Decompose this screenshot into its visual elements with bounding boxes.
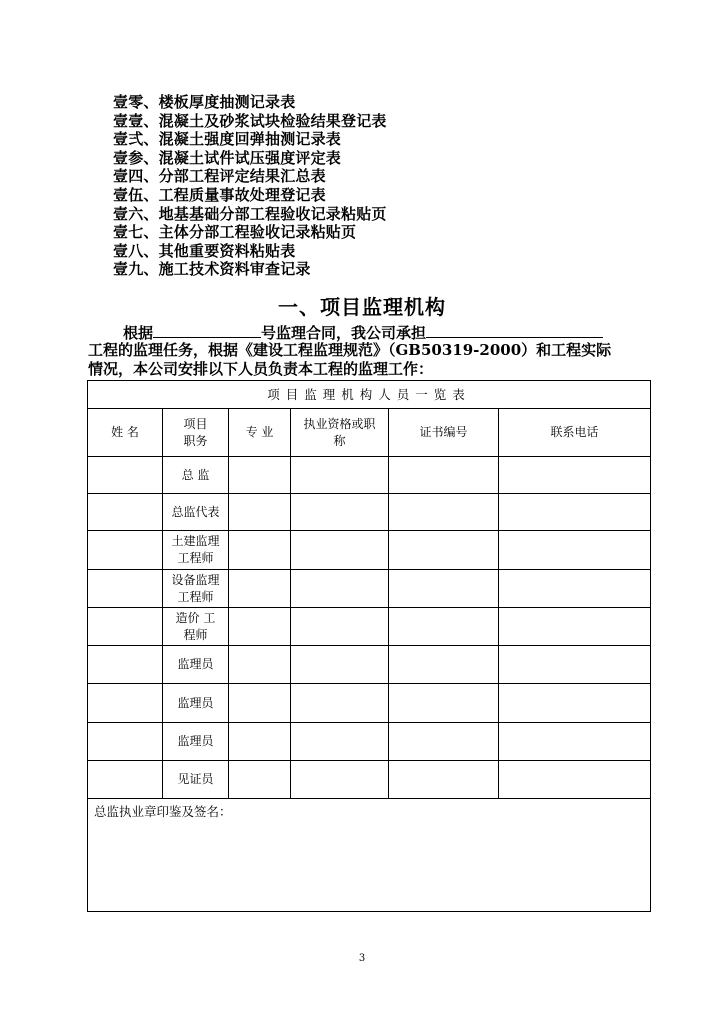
table-caption: 项目监理机构人员一览表 [88, 381, 651, 409]
major-cell[interactable] [229, 608, 291, 646]
phone-cell[interactable] [499, 531, 651, 570]
toc-item: 壹弍、混凝土强度回弹抽测记录表 [113, 130, 342, 149]
qualification-cell[interactable] [291, 761, 389, 799]
certificate-cell[interactable] [389, 608, 499, 646]
phone-cell[interactable] [499, 684, 651, 723]
major-cell[interactable] [229, 570, 291, 608]
name-cell[interactable] [88, 457, 163, 494]
table-row [88, 684, 651, 723]
intro-text-2: 号监理合同，我公司承担 [261, 324, 427, 342]
intro-paragraph [88, 322, 654, 379]
header-qualification [291, 409, 389, 457]
certificate-cell[interactable] [389, 570, 499, 608]
position-cell [163, 761, 229, 799]
qualification-cell[interactable] [291, 646, 389, 684]
certificate-cell[interactable] [389, 761, 499, 799]
position-label: 总 监 [181, 467, 210, 482]
header-position-line2: 职务 [183, 433, 208, 448]
position-label: 见证员 [177, 772, 214, 786]
position-cell [163, 457, 229, 494]
qualification-cell[interactable] [291, 570, 389, 608]
toc-item: 壹八、其他重要资料粘贴表 [113, 241, 296, 260]
name-cell[interactable] [88, 570, 163, 608]
position-label: 程师 [183, 627, 208, 642]
position-label: 监理员 [177, 657, 214, 671]
qualification-cell[interactable] [291, 608, 389, 646]
header-phone: 联系电话 [499, 409, 651, 457]
table-row [88, 646, 651, 684]
table-row [88, 570, 651, 608]
position-label: 设备监理 [171, 572, 220, 587]
certificate-cell[interactable] [389, 531, 499, 570]
qualification-cell[interactable] [291, 723, 389, 761]
qualification-cell[interactable] [291, 457, 389, 494]
position-label: 工程师 [177, 551, 214, 565]
contract-number-blank[interactable] [153, 322, 261, 338]
certificate-cell[interactable] [389, 494, 499, 531]
major-cell[interactable] [229, 494, 291, 531]
toc-item: 壹七、主体分部工程验收记录粘贴页 [113, 223, 357, 242]
header-name: 姓 名 [88, 409, 163, 457]
position-cell [163, 570, 229, 608]
toc-item: 壹伍、工程质量事故处理登记表 [113, 185, 326, 204]
phone-cell[interactable] [499, 457, 651, 494]
toc-item: 壹参、混凝土试件试压强度评定表 [113, 148, 342, 167]
table-header-row [88, 409, 651, 457]
major-cell[interactable] [229, 531, 291, 570]
position-label: 工程师 [177, 589, 214, 604]
phone-cell[interactable] [499, 494, 651, 531]
position-label: 监理员 [177, 734, 214, 748]
page-number: 3 [358, 953, 366, 964]
name-cell[interactable] [88, 684, 163, 723]
header-certificate: 证书编号 [389, 409, 499, 457]
position-label: 土建监理 [171, 534, 220, 548]
project-name-blank[interactable] [426, 322, 603, 338]
qualification-cell[interactable] [291, 531, 389, 570]
certificate-cell[interactable] [389, 646, 499, 684]
table-row [88, 723, 651, 761]
header-position [163, 409, 229, 457]
table-row [88, 531, 651, 570]
name-cell[interactable] [88, 723, 163, 761]
position-cell [163, 608, 229, 646]
phone-cell[interactable] [499, 646, 651, 684]
toc-list [113, 93, 387, 279]
qualification-cell[interactable] [291, 494, 389, 531]
table-row [88, 761, 651, 799]
table-row [88, 608, 651, 646]
toc-item: 壹四、分部工程评定结果汇总表 [113, 167, 326, 186]
major-cell[interactable] [229, 457, 291, 494]
position-cell [163, 723, 229, 761]
name-cell[interactable] [88, 646, 163, 684]
phone-cell[interactable] [499, 761, 651, 799]
table-row [88, 494, 651, 531]
intro-text-1: 根据 [123, 324, 154, 342]
name-cell[interactable] [88, 494, 163, 531]
toc-item: 壹六、地基基础分部工程验收记录粘贴页 [113, 204, 387, 223]
table-row [88, 457, 651, 494]
major-cell[interactable] [229, 684, 291, 723]
signature-row [88, 799, 651, 912]
header-qualification-line1: 执业资格或职 [303, 416, 376, 431]
header-position-line1: 项目 [183, 416, 208, 431]
position-cell [163, 531, 229, 570]
staff-table [87, 380, 651, 912]
intro-text-3: 工程的监理任务，根据《建设工程监理规范》（GB50319-2000）和工程实际 [88, 341, 612, 359]
position-cell [163, 684, 229, 723]
certificate-cell[interactable] [389, 723, 499, 761]
certificate-cell[interactable] [389, 457, 499, 494]
intro-text-4: 情况，本公司安排以下人员负责本工程的监理工作： [88, 360, 434, 378]
position-cell [163, 646, 229, 684]
name-cell[interactable] [88, 608, 163, 646]
certificate-cell[interactable] [389, 684, 499, 723]
toc-item: 壹九、施工技术资料审查记录 [113, 260, 311, 279]
position-cell [163, 494, 229, 531]
major-cell[interactable] [229, 761, 291, 799]
toc-item: 壹壹、混凝土及砂浆试块检验结果登记表 [113, 111, 387, 130]
major-cell[interactable] [229, 646, 291, 684]
section-title: 一、项目监理机构 [278, 295, 446, 319]
major-cell[interactable] [229, 723, 291, 761]
header-qualification-line2: 称 [333, 433, 346, 448]
toc-item: 壹零、楼板厚度抽测记录表 [113, 93, 296, 111]
position-label: 总监代表 [171, 504, 220, 519]
phone-cell[interactable] [499, 570, 651, 608]
position-label: 监理员 [177, 695, 214, 710]
qualification-cell[interactable] [291, 684, 389, 723]
name-cell[interactable] [88, 531, 163, 570]
position-label: 造价 工 [175, 610, 216, 625]
name-cell[interactable] [88, 761, 163, 799]
header-major: 专 业 [229, 409, 291, 457]
phone-cell[interactable] [499, 608, 651, 646]
phone-cell[interactable] [499, 723, 651, 761]
signature-cell[interactable]: 总监执业章印鉴及签名： [88, 799, 651, 912]
